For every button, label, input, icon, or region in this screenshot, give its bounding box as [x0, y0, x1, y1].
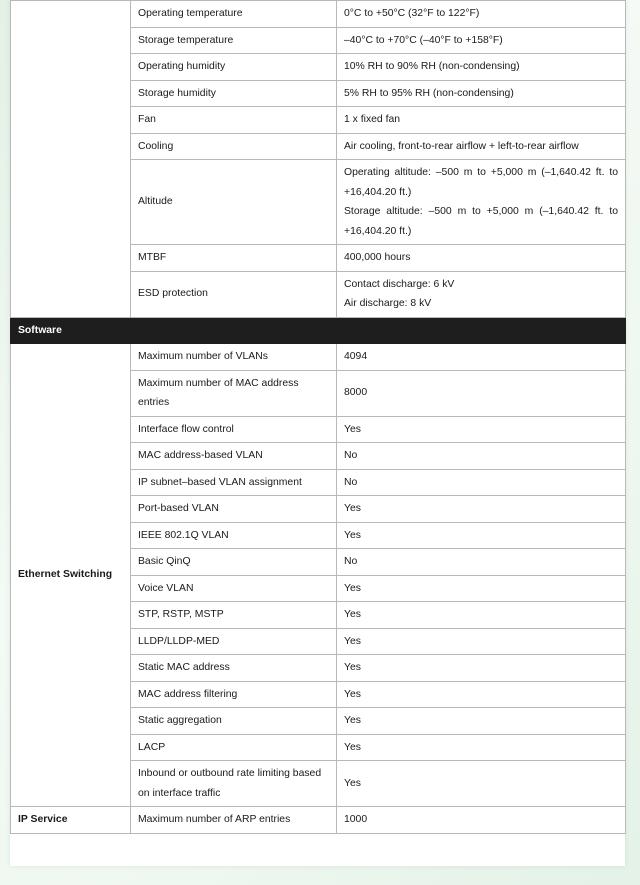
spec-value: Yes [337, 416, 626, 443]
section-title-software: Software [11, 317, 626, 344]
air-discharge-text: Air discharge: 8 kV [344, 298, 432, 309]
spec-label: Static aggregation [131, 708, 337, 735]
spec-value: 400,000 hours [337, 245, 626, 272]
table-row [11, 344, 626, 371]
spec-label: Altitude [131, 160, 337, 245]
spec-value: Yes [337, 628, 626, 655]
spec-label: Maximum number of ARP entries [131, 807, 337, 834]
spec-label: Static MAC address [131, 655, 337, 682]
spec-value: Yes [337, 522, 626, 549]
category-cell-ethernet-switching: Ethernet Switching [11, 344, 131, 807]
operating-altitude-text: Operating altitude: –500 m to +5,000 m (–1,640.42 ft. to +16,404.20 ft.) [344, 167, 618, 198]
spec-value: Yes [337, 575, 626, 602]
spec-label: ESD protection [131, 271, 337, 317]
spec-value: 1 x fixed fan [337, 107, 626, 134]
spec-label: IP subnet–based VLAN assignment [131, 469, 337, 496]
spec-value: 8000 [337, 370, 626, 416]
spec-label: LACP [131, 734, 337, 761]
spec-label: IEEE 802.1Q VLAN [131, 522, 337, 549]
spec-label: MAC address-based VLAN [131, 443, 337, 470]
section-header-row [11, 317, 626, 344]
spec-value: No [337, 549, 626, 576]
category-cell-environment [11, 1, 131, 318]
spec-value: No [337, 469, 626, 496]
spec-sheet [10, 0, 625, 866]
spec-label: Basic QinQ [131, 549, 337, 576]
spec-value: Yes [337, 761, 626, 807]
spec-label: Cooling [131, 133, 337, 160]
spec-label: Operating temperature [131, 1, 337, 28]
spec-value: Air cooling, front-to-rear airflow + left-to-rear airflow [337, 133, 626, 160]
spec-value: Yes [337, 602, 626, 629]
spec-value: 5% RH to 95% RH (non-condensing) [337, 80, 626, 107]
spec-label: MAC address filtering [131, 681, 337, 708]
spec-table [10, 0, 626, 834]
spec-value: Yes [337, 496, 626, 523]
category-cell-ip-service: IP Service [11, 807, 131, 834]
storage-altitude-text: Storage altitude: –500 m to +5,000 m (–1,640.42 ft. to +16,404.20 ft.) [344, 206, 618, 237]
spec-label: Maximum number of VLANs [131, 344, 337, 371]
spec-label: Port-based VLAN [131, 496, 337, 523]
spec-label: Inbound or outbound rate limiting based on interface traffic [131, 761, 337, 807]
spec-label: Storage temperature [131, 27, 337, 54]
spec-value-esd [337, 271, 626, 317]
table-row [11, 1, 626, 28]
spec-label: MTBF [131, 245, 337, 272]
spec-label: STP, RSTP, MSTP [131, 602, 337, 629]
spec-value: Yes [337, 708, 626, 735]
spec-label: Maximum number of MAC address entries [131, 370, 337, 416]
spec-value: 4094 [337, 344, 626, 371]
spec-value: 0°C to +50°C (32°F to 122°F) [337, 1, 626, 28]
spec-label: Fan [131, 107, 337, 134]
spec-value: Yes [337, 734, 626, 761]
spec-label: Operating humidity [131, 54, 337, 81]
spec-label: Interface flow control [131, 416, 337, 443]
contact-discharge-text: Contact discharge: 6 kV [344, 278, 455, 290]
table-row [11, 807, 626, 834]
spec-value: –40°C to +70°C (–40°F to +158°F) [337, 27, 626, 54]
spec-value: Yes [337, 681, 626, 708]
spec-value-altitude [337, 160, 626, 245]
spec-value: Yes [337, 655, 626, 682]
spec-value: No [337, 443, 626, 470]
spec-label: Storage humidity [131, 80, 337, 107]
spec-value: 10% RH to 90% RH (non-condensing) [337, 54, 626, 81]
spec-value: 1000 [337, 807, 626, 834]
spec-label: LLDP/LLDP-MED [131, 628, 337, 655]
spec-label: Voice VLAN [131, 575, 337, 602]
